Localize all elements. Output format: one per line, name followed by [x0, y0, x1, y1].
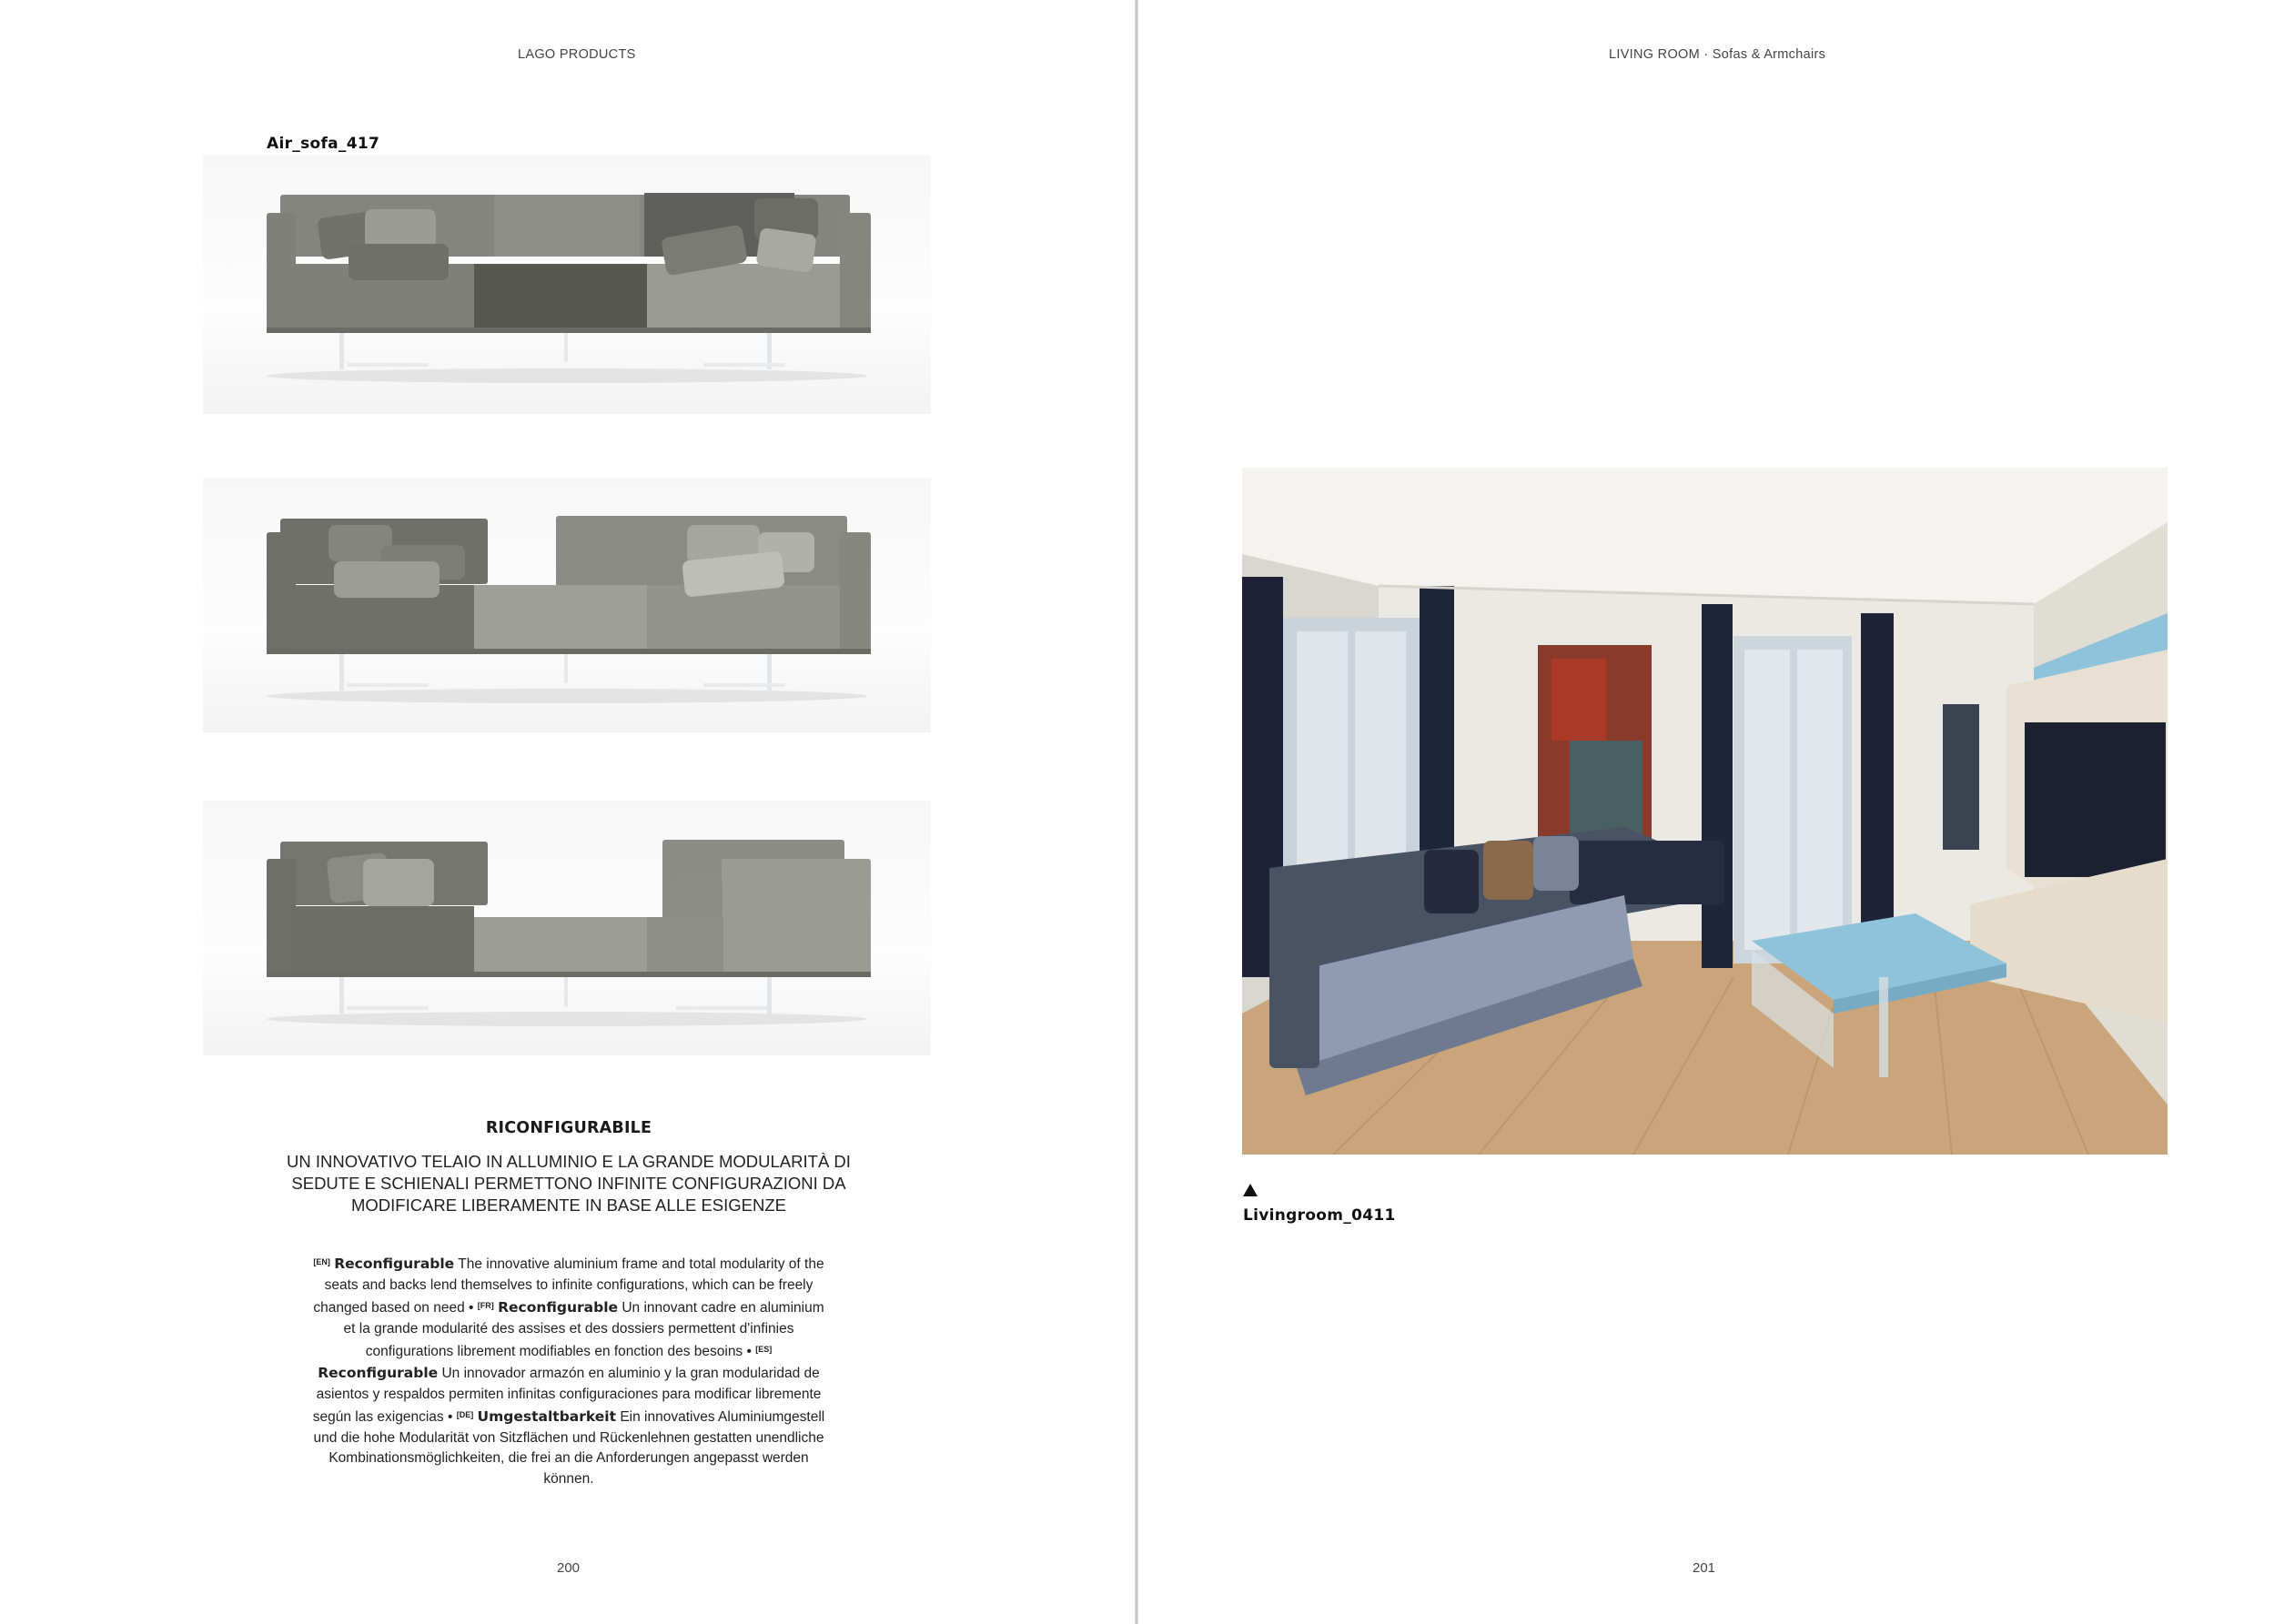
- page-number-right: 201: [1693, 1560, 1716, 1576]
- sofa-image-config-2: [203, 478, 931, 732]
- sofa-image-config-1: [203, 155, 931, 414]
- running-head-section: LIVING ROOM: [1609, 47, 1700, 62]
- lang-tag-de: [DE]: [456, 1410, 474, 1420]
- text-en: The innovative aluminium frame and total modularity of the seats and backs lend themselves to infinite configurations, which can be freely changed based on need •: [313, 1256, 824, 1316]
- section-heading: RICONFIGURABILE: [485, 1119, 652, 1137]
- caption-arrow-icon: [1243, 1184, 1258, 1196]
- running-head-subsection: · Sofas & Armchairs: [1703, 47, 1826, 62]
- page-number-left: 200: [557, 1560, 581, 1576]
- running-head-left: LAGO PRODUCTS: [518, 47, 636, 62]
- multilingual-description: [309, 1252, 828, 1490]
- text-de: Ein innovatives Aluminiumgestell und die hohe Modularität von Sitzflächen und Rückenlehnen gestatten unendliche Kombinationsmöglichkeiten, die frei an die Anforderungen angepasst werden können.: [313, 1409, 825, 1487]
- text-es: Un innovador armazón en aluminio y la gran modularidad de asientos y respaldos permiten infinitas configuraciones para modificar libremente según las exigencias •: [312, 1365, 822, 1426]
- sofa-image-config-3: [203, 801, 931, 1055]
- lang-tag-en: [EN]: [313, 1257, 330, 1266]
- title-fr: Reconfigurable: [498, 1299, 619, 1316]
- section-subtitle: UN INNOVATIVO TELAIO IN ALLUMINIO E LA GRANDE MODULARITÀ DI SEDUTE E SCHIENALI PERMETTONO INFINITE CONFIGURAZIONI DA MODIFICARE LIBERAMENTE IN BASE ALLE ESIGENZE: [287, 1152, 851, 1215]
- lang-tag-fr: [FR]: [477, 1301, 494, 1311]
- lang-tag-es: [ES]: [755, 1345, 773, 1355]
- left-page: [0, 0, 1136, 1624]
- photo-code-label: Livingroom_0411: [1243, 1206, 1396, 1225]
- livingroom-photo: [1242, 468, 2168, 1155]
- product-code-label: Air_sofa_417: [267, 135, 380, 153]
- text-fr: Un innovant cadre en aluminium et la grande modularité des assises et des dossiers permettent d'infinies configurations librement modifiables en fonction des besoins •: [343, 1300, 824, 1360]
- title-de: Umgestaltbarkeit: [477, 1408, 617, 1426]
- title-en: Reconfigurable: [334, 1256, 455, 1272]
- right-page: [1138, 0, 2274, 1624]
- title-es: Reconfigurable: [318, 1364, 439, 1381]
- running-head-right: [1609, 47, 1825, 62]
